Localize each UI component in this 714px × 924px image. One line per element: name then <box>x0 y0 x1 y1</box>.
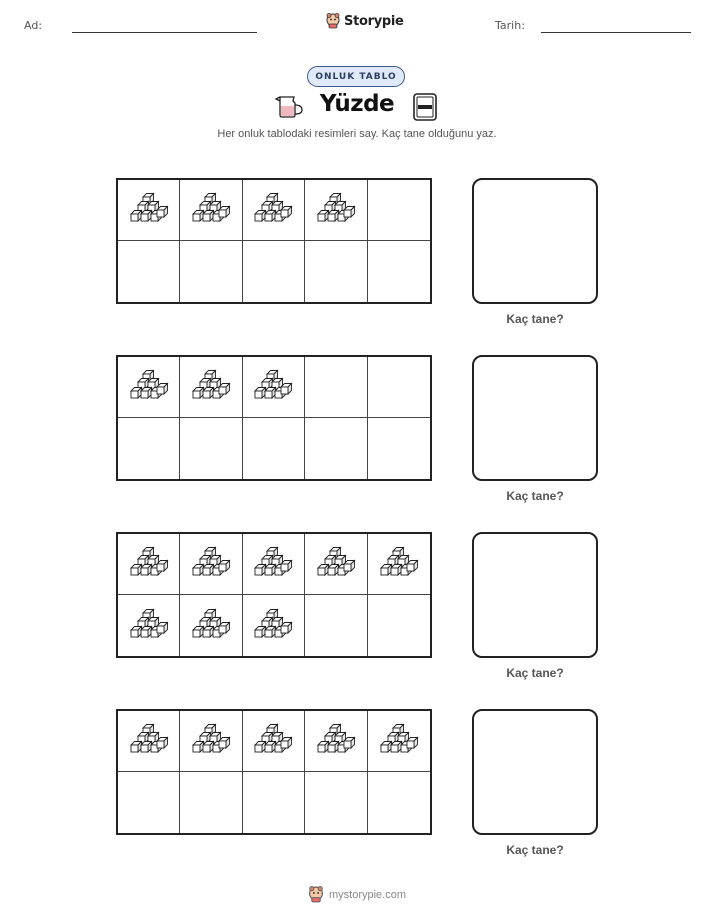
storypie-mascot-icon <box>308 886 324 903</box>
frame-cell <box>118 357 180 418</box>
cube-pyramid-icon <box>128 190 170 230</box>
ten-frame-3 <box>116 532 432 658</box>
frame-cell <box>305 772 367 833</box>
frame-cell <box>368 357 430 418</box>
answer-label-3: Kaç tane? <box>506 666 564 680</box>
cube-pyramid-icon <box>252 721 294 761</box>
cube-pyramid-icon <box>252 606 294 646</box>
frame-cell <box>118 711 180 772</box>
frame-cell <box>118 772 180 833</box>
cube-pyramid-icon <box>378 544 420 584</box>
frame-cell <box>243 180 305 241</box>
ten-frame-2 <box>116 355 432 481</box>
name-label: Ad: <box>24 19 43 32</box>
frame-cell <box>180 772 242 833</box>
section-badge: ONLUK TABLO <box>307 66 405 87</box>
frame-cell <box>368 180 430 241</box>
cube-pyramid-icon <box>190 190 232 230</box>
frame-cell <box>305 534 367 595</box>
frame-cell <box>305 357 367 418</box>
page-title: Yüzde <box>319 91 395 117</box>
frame-cell <box>305 180 367 241</box>
ten-frame-1 <box>116 178 432 304</box>
date-line[interactable] <box>541 32 691 33</box>
storypie-mascot-icon <box>326 13 340 29</box>
frame-cell <box>118 534 180 595</box>
frame-cell <box>180 241 242 302</box>
cube-pyramid-icon <box>252 190 294 230</box>
frame-cell <box>118 418 180 479</box>
frame-cell <box>118 180 180 241</box>
cube-pyramid-icon <box>190 367 232 407</box>
frame-cell <box>243 595 305 656</box>
frame-cell <box>180 534 242 595</box>
frame-cell <box>180 711 242 772</box>
cube-pyramid-icon <box>315 544 357 584</box>
frame-cell <box>118 595 180 656</box>
cube-pyramid-icon <box>190 544 232 584</box>
cube-pyramid-icon <box>252 544 294 584</box>
pitcher-icon <box>274 93 304 123</box>
frame-cell <box>305 241 367 302</box>
cube-pyramid-icon <box>190 721 232 761</box>
frame-cell <box>368 418 430 479</box>
frame-cell <box>368 241 430 302</box>
brand-name: Storypie <box>344 13 404 29</box>
frame-cell <box>243 241 305 302</box>
cube-pyramid-icon <box>128 367 170 407</box>
instructions: Her onluk tablodaki resimleri say. Kaç tane olduğunu yaz. <box>217 128 497 140</box>
cube-pyramid-icon <box>128 721 170 761</box>
frame-cell <box>305 595 367 656</box>
cube-pyramid-icon <box>315 190 357 230</box>
footer <box>0 886 714 903</box>
frame-cell <box>368 595 430 656</box>
frame-cell <box>368 772 430 833</box>
brand-logo <box>326 13 404 29</box>
answer-box-1[interactable] <box>472 178 598 304</box>
answer-label-2: Kaç tane? <box>506 489 564 503</box>
frame-cell <box>180 595 242 656</box>
frame-cell <box>243 711 305 772</box>
cube-pyramid-icon <box>190 606 232 646</box>
date-label: Tarih: <box>495 19 525 32</box>
frame-cell <box>305 418 367 479</box>
answer-label-1: Kaç tane? <box>506 312 564 326</box>
frame-cell <box>243 772 305 833</box>
name-line[interactable] <box>72 32 257 33</box>
footer-url: mystorypie.com <box>328 888 407 901</box>
cube-pyramid-icon <box>315 721 357 761</box>
frame-cell <box>118 241 180 302</box>
frame-cell <box>368 711 430 772</box>
cube-pyramid-icon <box>378 721 420 761</box>
answer-box-3[interactable] <box>472 532 598 658</box>
frame-cell <box>243 357 305 418</box>
answer-box-2[interactable] <box>472 355 598 481</box>
frame-cell <box>305 711 367 772</box>
frame-cell <box>180 357 242 418</box>
cube-pyramid-icon <box>128 544 170 584</box>
frame-cell <box>180 180 242 241</box>
frame-cell <box>243 418 305 479</box>
frame-cell <box>368 534 430 595</box>
tablet-icon <box>412 93 438 125</box>
cube-pyramid-icon <box>252 367 294 407</box>
cube-pyramid-icon <box>128 606 170 646</box>
ten-frame-4 <box>116 709 432 835</box>
answer-label-4: Kaç tane? <box>506 843 564 857</box>
frame-cell <box>243 534 305 595</box>
frame-cell <box>180 418 242 479</box>
answer-box-4[interactable] <box>472 709 598 835</box>
